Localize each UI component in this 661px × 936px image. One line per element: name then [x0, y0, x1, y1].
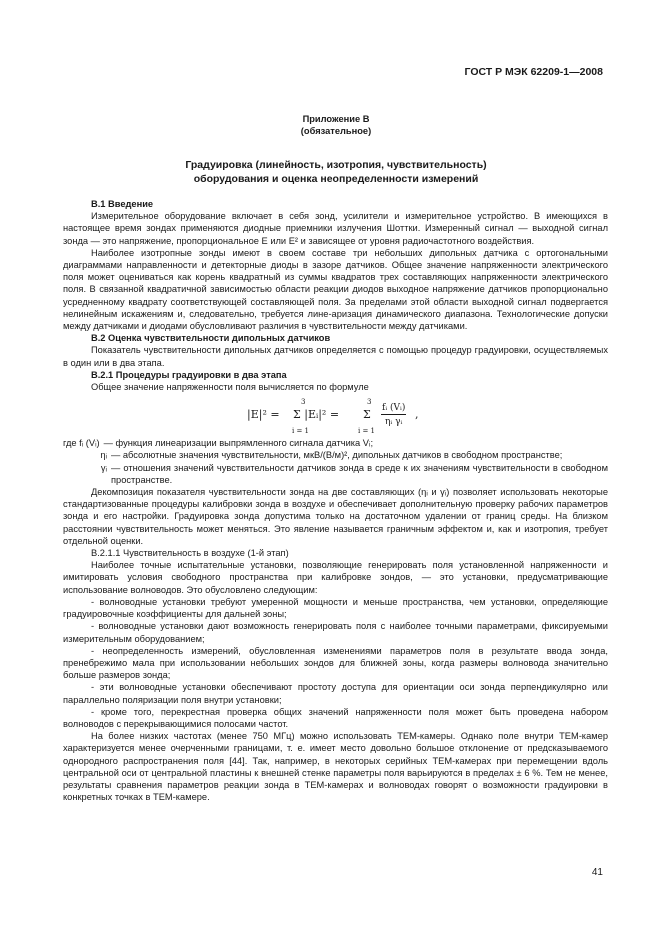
definition-text: — отношения значений чувствительности датчиков зонда в среде к их значениям чувствительности в свободном пространстве. — [111, 462, 608, 485]
definition-symbol: ηᵢ — [100, 450, 107, 461]
section-b21-title: В.2.1 Процедуры градуировки в два этапа — [91, 369, 287, 380]
formula-definitions — [63, 437, 608, 486]
definition-symbol: γᵢ — [100, 462, 107, 473]
list-item: - волноводные установки дают возможность генерировать поля с наиболее точными параметрами, фиксируемыми измерительным оборудованием; — [63, 621, 608, 644]
appendix-title: Приложение В — [302, 114, 370, 124]
list-item: - кроме того, перекрестная проверка общих значений напряженности поля может быть проведена набором волноводов с перекрывающимися полосами частот. — [63, 706, 608, 729]
formula-numerator: fᵢ (Vᵢ) — [381, 402, 406, 415]
heading-line-2: оборудования и оценка неопределенности измерений — [193, 173, 479, 185]
section-b211-paragraph-2: На более низких частотах (менее 750 МГц) можно использовать ТЕМ-камеры. Однако поле внутри ТЕМ-камер характеризуется менее очерченными границами, т. е. имеет место довольно большое отклонение от предсказываемого однородного распространения поля [44]. Так, например, в некоторых серийных ТЕМ-камерах при перемещении вдоль центральной оси от центральной пластины к внешней стенке параметры поля варьируются в пределах ± 6 %. Тем не менее, результаты сравнения параметров реакции зонда в ТЕМ-камерах и волноводах говорят о возможности градуировки в конкретных точках в ТЕМ-камере. — [63, 731, 608, 803]
section-b21-paragraph-1: Общее значение напряженности поля вычисляется по формуле — [91, 382, 369, 393]
list-item: - неопределенность измерений, обусловленная изменениями параметров поля в результате ввода зонда, пренебрежимо мала при использовании небольших зондов для ближней зоны, когда размеры волновода значительно больше размеров зонда; — [63, 645, 608, 681]
formula-sum2-bottom: i = 1 — [358, 427, 376, 436]
section-b1-paragraph-2: Наиболее изотропные зонды имеют в своем составе три небольших дипольных датчика с ортогональными диаграммами направленности и детекторные диоды в зазоре датчиков. Общее значение напряженности электрического поля может оцениваться как корень квадратный из суммы квадратов трех составляющих напряженности электрического поля. В связанной квадратичной зависимостью области реакции диодов выходное напряжение датчиков пропорционально усредненному квадрату соответствующей составляющей поля. За пределами этой области выходной сигнал подвергается нелинейным искажениям и, следовательно, требуется лине-аризация динамического диапазона. Технологические допуски между датчиками и диодами обусловливают различия в чувствительности между датчиками. — [63, 247, 608, 332]
list-item: - эти волноводные установки обеспечивают простоту доступа для ориентации оси зонда перпендикулярно или параллельно поляризации поля внутри установки; — [63, 682, 608, 705]
field-strength-formula — [63, 393, 608, 437]
section-b2-title: В.2 Оценка чувствительности дипольных датчиков — [91, 333, 331, 344]
section-b21-paragraph-2: Декомпозиция показателя чувствительности зонда на две составляющих (ηᵢ и γᵢ) позволяет использовать некоторые стандартизованные процедуры калибровки зонда в воздухе и обеспечивает дополнительную проверку рабочих параметров зонда и его настройки. Градуировка зонда допустима только на достаточном удалении от границ среды. На близком расстоянии чувствительность может меняться. Это явление называется граничным эффектом и, как и изотропия, требует отдельной оценки. — [63, 487, 608, 546]
document-body — [63, 198, 608, 803]
formula-sum2-top: 3 — [367, 398, 372, 407]
section-b2-paragraph-1: Показатель чувствительности дипольных датчиков определяется с помощью процедур градуировки, осуществляемых в один или в два этапа. — [63, 345, 608, 368]
section-b1-paragraph-1: Измерительное оборудование включает в себя зонд, усилители и измерительное устройство. В имеющихся в настоящее время зондах применяются диодные приемники излучения Шоттки. Измеренный сигнал — выходной сигнал зонда — это напряжение, пропорциональное E или E² и зависящее от уровня радиочастотного воздействия. — [63, 211, 608, 246]
standard-header: ГОСТ Р МЭК 62209-1—2008 — [464, 66, 603, 78]
formula-lhs: |E|² = — [247, 408, 280, 422]
definition-symbol: где fᵢ (Vᵢ) — [63, 438, 100, 449]
definition-text: — абсолютные значения чувствительности, мкВ/(В/м)², дипольных датчиков в свободном пространстве; — [111, 450, 563, 461]
formula-denominator: ηᵢ γᵢ — [385, 417, 403, 428]
section-b211-title: В.2.1.1 Чувствительность в воздухе (1-й этап) — [91, 548, 289, 559]
definition-row — [63, 462, 608, 486]
formula-sum1-bottom: i = 1 — [292, 427, 310, 436]
list-item: - волноводные установки требуют умеренной мощности и меньше пространства, чем установки, определяющие градуировочные коэффициенты для дальней зоны; — [63, 596, 608, 620]
definition-text: — функция линеаризации выпрямленного сигнала датчика Vᵢ; — [103, 438, 374, 449]
formula-sum1: Σ |Eᵢ|² = — [293, 408, 340, 422]
formula-sum1-top: 3 — [301, 398, 306, 407]
section-b1-title: В.1 Введение — [91, 199, 154, 209]
definition-row — [63, 449, 608, 461]
formula-tail: , — [415, 408, 419, 422]
heading-line-1: Градуировка (линейность, изотропия, чувствительность) — [185, 159, 487, 171]
page-number: 41 — [591, 867, 603, 878]
section-b211-paragraph-1: Наиболее точные испытательные установки, позволяющие генерировать поля установленной напряженности и имитировать условия свободного пространства при калибровке зондов, — это установки, предусматривающие использование волноводов. Это обусловлено следующим: — [63, 560, 608, 595]
definition-row — [63, 437, 608, 449]
appendix-note: (обязательное) — [300, 126, 372, 136]
formula-sum2: Σ — [363, 408, 371, 422]
